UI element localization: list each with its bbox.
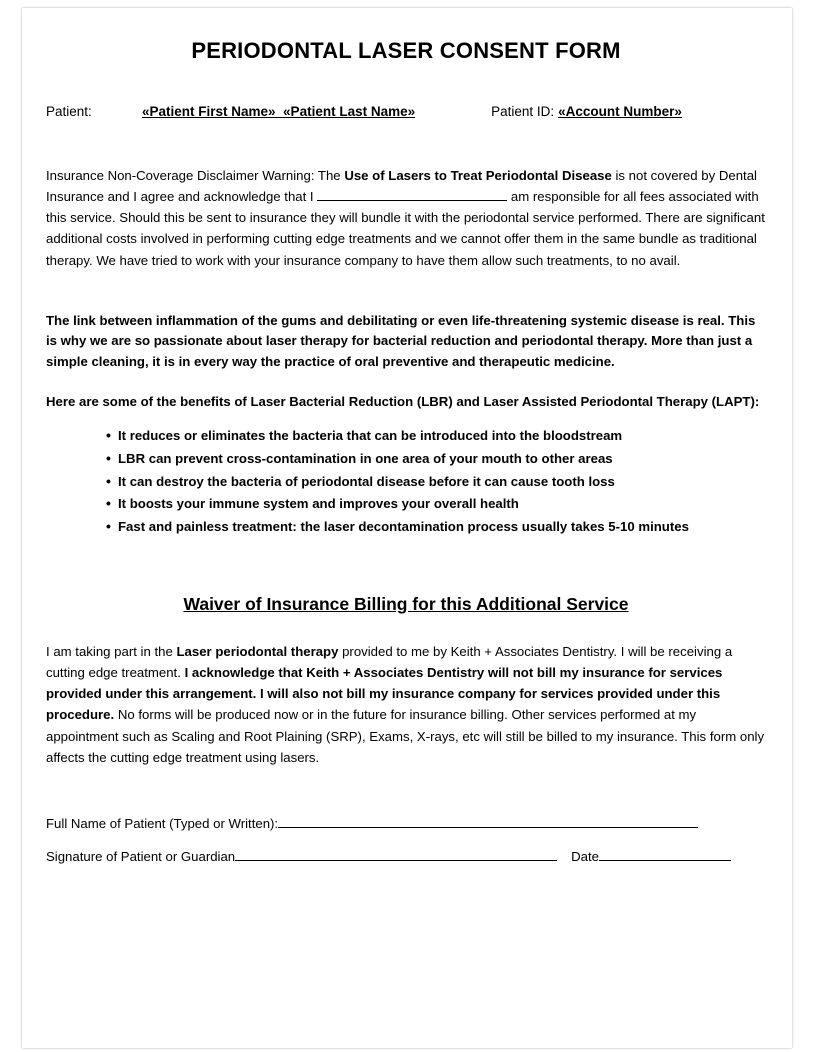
signature-label: Signature of Patient or Guardian [46,849,236,865]
waiver-part2-text: provided to me by Keith + Associates Dentistry. I will be receiving a cutting edge treatment. [46,644,733,681]
disclaimer-mid-text: is not covered by Dental Insurance and I agree and acknowledge that I [46,168,757,205]
insurance-disclaimer-paragraph [46,165,766,271]
waiver-part1-text: I am taking part in the [46,644,177,660]
patient-id-label: Patient ID: [491,104,555,119]
document-page [22,8,792,1048]
disclaimer-bold-phrase: Use of Lasers to Treat Periodontal Disease [344,168,612,183]
signature-date-line [46,849,766,864]
benefits-list [46,427,766,536]
list-item: • It reduces or eliminates the bacteria that can be introduced into the bloodstream [106,427,766,445]
date-label: Date [571,849,599,865]
document-content [46,38,766,882]
page-title: PERIODONTAL LASER CONSENT FORM [191,38,621,63]
benefits-heading: Here are some of the benefits of Laser Bacterial Reduction (LBR) and Laser Assisted Periodontal Therapy (LAPT): [46,393,760,409]
list-item: • LBR can prevent cross-contamination in one area of your mouth to other areas [106,450,766,468]
waiver-section-title: Waiver of Insurance Billing for this Additional Service [183,594,629,615]
full-name-line [46,816,766,831]
patient-info-row [46,104,766,119]
full-name-label: Full Name of Patient (Typed or Written): [46,816,279,832]
disclaimer-blank-line [317,188,507,202]
full-name-input[interactable] [278,816,698,828]
waiver-part3-text: No forms will be produced now or in the future for insurance billing. Other services performed at my appointment such as Scaling and Root Plaining (SRP), Exams, X-rays, etc will still be billed to my insurance. This form only affects the cutting edge treatment using lasers. [46,707,765,765]
patient-label: Patient: [46,104,92,119]
disclaimer-tail-text: am responsible for all fees associated with this service. Should this be sent to insurance they will bundle it with the periodontal service performed. There are significant additional costs involved in performing cutting edge treatments and we cannot offer them in the same bundle as traditional therapy. We have tried to work with your insurance company to have them allow such treatments, to no avail. [46,189,765,268]
waiver-paragraph [46,641,766,768]
list-item: • Fast and painless treatment: the laser decontamination process usually takes 5-10 minutes [106,518,766,536]
waiver-bold-acknowledgement: I acknowledge that Keith + Associates Dentistry will not bill my insurance for services provided under this arrangement. I will also not bill my insurance company for services provided under this procedure. [46,665,723,723]
signature-input[interactable] [235,849,557,861]
disclaimer-lead-text: Insurance Non-Coverage Disclaimer Warning: The [46,168,345,183]
signature-block [46,816,766,864]
patient-id-field: «Account Number» [558,104,682,119]
list-item: • It boosts your immune system and improves your overall health [106,495,766,513]
date-input[interactable] [599,849,731,861]
list-item: • It can destroy the bacteria of periodontal disease before it can cause tooth loss [106,473,766,491]
systemic-disease-statement: The link between inflammation of the gums and debilitating or even life-threatening systemic disease is real. This is why we are so passionate about laser therapy for bacterial reduction and periodontal therapy. More than just a simple cleaning, it is in every way the practice of oral preventive and therapeutic medicine. [46,312,756,369]
patient-name-field: «Patient First Name» «Patient Last Name» [142,104,416,119]
waiver-bold-therapy: Laser periodontal therapy [176,644,339,660]
